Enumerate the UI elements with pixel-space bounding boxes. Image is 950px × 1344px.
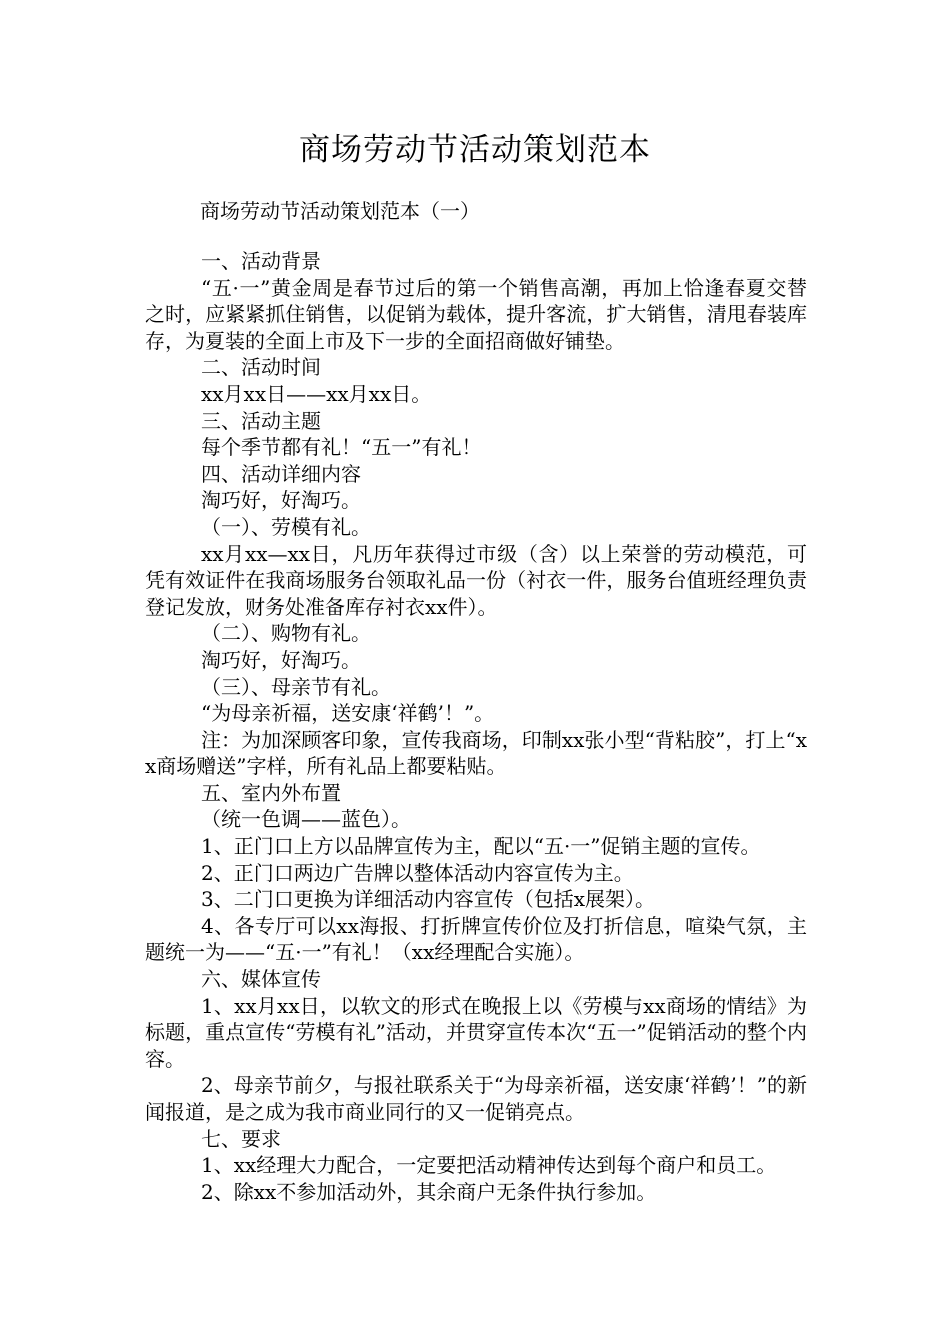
paragraph-mothers-day: “为母亲祈福，送安康‘祥鹤’！”。 [201, 701, 495, 726]
section-heading-media: 六、媒体宣传 [201, 967, 321, 992]
paragraph-shopping: 淘巧好，好淘巧。 [201, 647, 361, 672]
paragraph-background: “五·一”黄金周是春节过后的第一个销售高潮，再加上恰逢春夏交替之时，应紧紧抓住销售，以促销为载体，提升客流，扩大销售，清甩春装库存，为夏装的全面上市及下一步的全面招商做好铺垫。 [145, 275, 807, 353]
section-heading-background: 一、活动背景 [201, 249, 321, 273]
list-item-requirement-1: 1、xx经理大力配合，一定要把活动精神传达到每个商户和员工。 [201, 1153, 777, 1178]
paragraph-color-tone: （统一色调——蓝色）。 [201, 807, 411, 832]
list-item-media-1: 1、xx月xx日，以软文的形式在晚报上以《劳模与xx商场的情结》为标题，重点宣传“劳模有礼”活动，并贯穿宣传本次“五一”促销活动的整个内容。 [145, 993, 807, 1071]
list-item-media-2: 2、母亲节前夕，与报社联系关于“为母亲祈福，送安康‘祥鹤’！”的新闻报道，是之成为我市商业同行的又一促销亮点。 [145, 1073, 807, 1124]
section-heading-time: 二、活动时间 [201, 355, 321, 380]
document-title: 商场劳动节活动策划范本 [299, 132, 651, 168]
paragraph-slogan: 淘巧好，好淘巧。 [201, 488, 361, 513]
paragraph-theme: 每个季节都有礼！“五一”有礼！ [201, 435, 482, 460]
paragraph-note: 注：为加深顾客印象，宣传我商场，印制xx张小型“背粘胶”，打上“xx商场赠送”字样，所有礼品上都要粘贴。 [145, 727, 807, 779]
list-item-requirement-2: 2、除xx不参加活动外，其余商户无条件执行参加。 [201, 1179, 657, 1204]
list-item-decoration-4: 4、各专厅可以xx海报、打折牌宣传价位及打折信息，喧染气氛，主题统一为——“五·一”有礼！（xx经理配合实施）。 [145, 913, 807, 965]
section-heading-requirements: 七、要求 [201, 1126, 281, 1151]
section-heading-theme: 三、活动主题 [201, 408, 321, 433]
subsection-mothers-day: （三）、母亲节有礼。 [201, 674, 391, 699]
paragraph-model-workers: xx月xx—xx日，凡历年获得过市级（含）以上荣誉的劳动模范，可凭有效证件在我商场服务台领取礼品一份（衬衣一件，服务台值班经理负责登记发放，财务处准备库存衬衣xx件）。 [145, 541, 807, 619]
section-heading-decoration: 五、室内外布置 [201, 780, 341, 805]
document-body [145, 248, 807, 1205]
list-item-decoration-1: 1、正门口上方以品牌宣传为主，配以“五·一”促销主题的宣传。 [201, 834, 761, 859]
list-item-decoration-2: 2、正门口两边广告牌以整体活动内容宣传为主。 [201, 860, 634, 885]
document-subtitle: 商场劳动节活动策划范本（一） [200, 199, 480, 223]
subsection-shopping: （二）、购物有礼。 [201, 621, 371, 646]
subsection-model-workers: （一）、劳模有礼。 [201, 514, 371, 539]
section-heading-details: 四、活动详细内容 [201, 461, 361, 486]
paragraph-time: xx月xx日——xx月xx日。 [201, 381, 432, 406]
list-item-decoration-3: 3、二门口更换为详细活动内容宣传（包括x展架）。 [201, 887, 656, 912]
